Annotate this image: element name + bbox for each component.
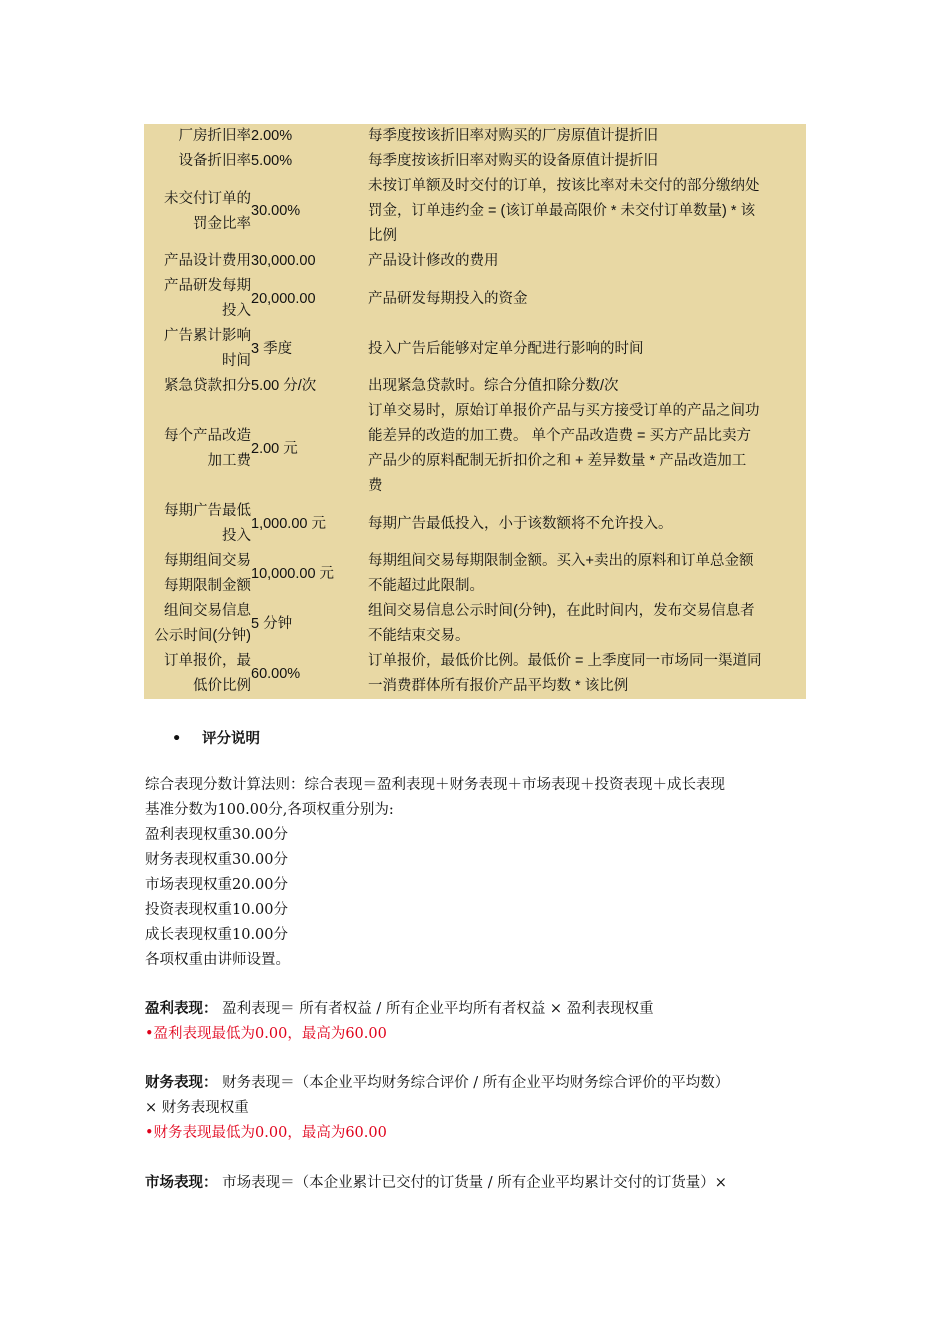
param-name-line: 广告累计影响 bbox=[164, 328, 251, 344]
param-desc-line: 不能结束交易。 bbox=[368, 628, 470, 644]
param-desc-line: 罚金，订单违约金 = (该订单最高限价 * 未交付订单数量) * 该 bbox=[368, 203, 756, 219]
param-name bbox=[144, 149, 251, 174]
market-formula: 市场表现＝（本企业累计已交付的订货量 / 所有企业平均累计交付的订货量）× bbox=[217, 1175, 727, 1191]
param-desc bbox=[368, 374, 806, 399]
param-row bbox=[144, 124, 806, 149]
finance-formula: 财务表现＝（本企业平均财务综合评价 / 所有企业平均财务综合评价的平均数） bbox=[217, 1075, 730, 1091]
profit-limit: •盈利表现最低为0.00，最高为60.00 bbox=[145, 1026, 387, 1042]
finance-formula-cont: × 财务表现权重 bbox=[145, 1100, 249, 1116]
param-row bbox=[144, 174, 806, 249]
param-name-line: 加工费 bbox=[207, 453, 251, 469]
param-name-line: 组间交易信息 bbox=[164, 603, 251, 619]
parameter-table bbox=[144, 124, 806, 699]
param-value: 20,000.00 bbox=[251, 290, 316, 307]
param-value: 10,000.00 元 bbox=[251, 565, 335, 582]
param-desc bbox=[368, 549, 806, 599]
param-row bbox=[144, 324, 806, 374]
param-row bbox=[144, 374, 806, 399]
param-desc-line: 出现紧急贷款时。综合分值扣除分数/次 bbox=[368, 378, 619, 394]
param-name-line: 低价比例 bbox=[193, 678, 251, 694]
base-score-line: 基准分数为100.00分,各项权重分别为: bbox=[145, 802, 394, 818]
param-desc bbox=[368, 174, 806, 249]
bullet-icon: • bbox=[172, 731, 182, 747]
param-name bbox=[144, 374, 251, 399]
param-desc-line: 订单报价，最低价比例。最低价 = 上季度同一市场同一渠道同 bbox=[368, 653, 762, 669]
param-name-line: 投入 bbox=[222, 528, 251, 544]
param-name bbox=[144, 424, 251, 474]
param-desc bbox=[368, 124, 806, 149]
param-value: 3 季度 bbox=[251, 340, 293, 357]
param-name-line: 产品研发每期 bbox=[164, 278, 251, 294]
param-name-line: 每期广告最低 bbox=[164, 503, 251, 519]
param-name-line: 每个产品改造 bbox=[164, 428, 251, 444]
param-name-line: 时间 bbox=[222, 353, 251, 369]
market-formula-line bbox=[145, 1171, 810, 1196]
market-label: 市场表现： bbox=[145, 1175, 218, 1191]
param-name bbox=[144, 324, 251, 374]
param-row bbox=[144, 549, 806, 599]
param-desc bbox=[368, 337, 806, 362]
param-value: 5 分钟 bbox=[251, 615, 293, 632]
weight-market: 市场表现权重20.00分 bbox=[145, 877, 289, 893]
finance-formula-line bbox=[145, 1071, 810, 1096]
param-desc-line: 一消费群体所有报价产品平均数 * 该比例 bbox=[368, 678, 629, 694]
param-desc-line: 不能超过此限制。 bbox=[368, 578, 484, 594]
param-desc-line: 每期组间交易每期限制金额。买入+卖出的原料和订单总金额 bbox=[368, 553, 754, 569]
section-title: 评分说明 bbox=[202, 731, 260, 747]
param-name-line: 每期组间交易 bbox=[164, 553, 251, 569]
param-row bbox=[144, 649, 806, 699]
param-desc-line: 组间交易信息公示时间(分钟)，在此时间内，发布交易信息者 bbox=[368, 603, 755, 619]
param-name bbox=[144, 549, 251, 599]
finance-limit: •财务表现最低为0.00，最高为60.00 bbox=[145, 1125, 387, 1141]
scoring-section-heading bbox=[172, 727, 260, 751]
param-row bbox=[144, 399, 806, 499]
param-value: 2.00% bbox=[251, 128, 293, 144]
param-row bbox=[144, 249, 806, 274]
param-desc bbox=[368, 512, 806, 537]
profit-label: 盈利表现： bbox=[145, 1001, 218, 1017]
param-value: 30,000.00 bbox=[251, 253, 316, 269]
param-desc-line: 每季度按该折旧率对购买的厂房原值计提折旧 bbox=[368, 128, 658, 144]
param-name bbox=[144, 249, 251, 274]
param-name-line: 投入 bbox=[222, 303, 251, 319]
param-name bbox=[144, 124, 251, 149]
profit-formula: 盈利表现＝ 所有者权益 / 所有企业平均所有者权益 × 盈利表现权重 bbox=[217, 1001, 654, 1017]
weight-note: 各项权重由讲师设置。 bbox=[145, 952, 290, 968]
param-name-line: 紧急贷款扣分 bbox=[164, 378, 251, 394]
param-desc-line: 投入广告后能够对定单分配进行影响的时间 bbox=[368, 340, 644, 357]
param-name-line: 罚金比率 bbox=[193, 215, 251, 232]
param-name bbox=[144, 187, 251, 237]
param-row bbox=[144, 599, 806, 649]
param-name bbox=[144, 599, 251, 649]
weight-profit: 盈利表现权重30.00分 bbox=[145, 827, 289, 843]
param-name bbox=[144, 274, 251, 324]
param-desc-line: 产品少的原料配制无折扣价之和 + 差异数量 * 产品改造加工 bbox=[368, 453, 747, 469]
param-desc bbox=[368, 399, 806, 499]
param-name-line: 公示时间(分钟) bbox=[154, 628, 251, 644]
param-name bbox=[144, 649, 251, 699]
param-desc-line: 未按订单额及时交付的订单，按该比率对未交付的部分缴纳处 bbox=[368, 178, 760, 194]
param-name-line: 厂房折旧率 bbox=[178, 128, 251, 144]
param-name-line: 未交付订单的 bbox=[164, 190, 251, 207]
param-desc-line: 订单交易时，原始订单报价产品与买方接受订单的产品之间功 bbox=[368, 403, 760, 419]
param-desc bbox=[368, 599, 806, 649]
weight-growth: 成长表现权重10.00分 bbox=[145, 927, 289, 943]
param-desc-line: 每期广告最低投入，小于该数额将不允许投入。 bbox=[368, 515, 673, 532]
param-desc-line: 费 bbox=[368, 478, 383, 494]
param-desc bbox=[368, 649, 806, 699]
param-value: 1,000.00 元 bbox=[251, 515, 326, 532]
param-desc-line: 产品研发每期投入的资金 bbox=[368, 290, 528, 307]
param-value: 30.00% bbox=[251, 203, 301, 219]
param-row bbox=[144, 499, 806, 549]
param-name bbox=[144, 499, 251, 549]
finance-label: 财务表现： bbox=[145, 1075, 218, 1091]
param-desc-line: 产品设计修改的费用 bbox=[368, 253, 499, 269]
param-desc-line: 比例 bbox=[368, 228, 397, 244]
param-name-line: 设备折旧率 bbox=[178, 153, 251, 169]
profit-formula-line bbox=[145, 997, 810, 1022]
param-desc bbox=[368, 287, 806, 312]
param-name-line: 每期限制金额 bbox=[164, 578, 251, 594]
weight-finance: 财务表现权重30.00分 bbox=[145, 852, 289, 868]
param-row bbox=[144, 149, 806, 174]
formula-line: 综合表现分数计算法则：综合表现＝盈利表现＋财务表现＋市场表现＋投资表现＋成长表现 bbox=[145, 777, 725, 793]
param-desc bbox=[368, 249, 806, 274]
param-name-line: 产品设计费用 bbox=[164, 253, 251, 269]
param-desc-line: 每季度按该折旧率对购买的设备原值计提折旧 bbox=[368, 153, 658, 169]
param-desc-line: 能差异的改造的加工费。 单个产品改造费 = 买方产品比卖方 bbox=[368, 428, 752, 444]
param-desc bbox=[368, 149, 806, 174]
param-row bbox=[144, 274, 806, 324]
param-value: 5.00 分/次 bbox=[251, 378, 317, 394]
weight-invest: 投资表现权重10.00分 bbox=[145, 902, 289, 918]
param-value: 2.00 元 bbox=[251, 440, 298, 457]
param-value: 5.00% bbox=[251, 153, 293, 169]
param-value: 60.00% bbox=[251, 665, 301, 682]
param-name-line: 订单报价，最 bbox=[164, 653, 251, 669]
